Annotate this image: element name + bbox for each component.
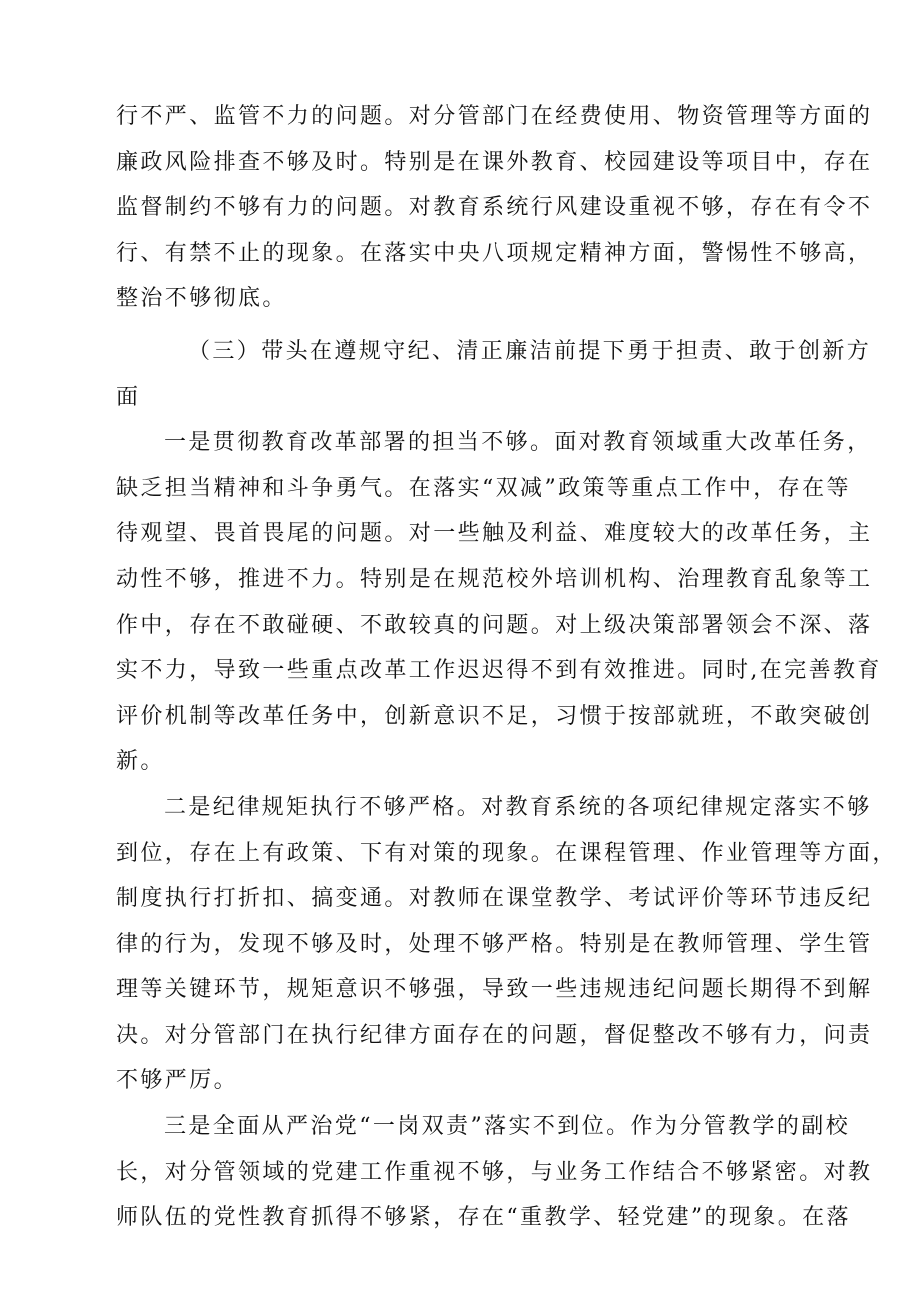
text-line: 动性不够，推进不力。特别是在规范校外培训机构、治理教育乱象等工 — [116, 566, 873, 592]
text-line: 待观望、畏首畏尾的问题。对一些触及利益、难度较大的改革任务，主 — [116, 521, 873, 547]
text-line: 监督制约不够有力的问题。对教育系统行风建设重视不够，存在有令不 — [116, 195, 873, 221]
text-line: 整治不够彻底。 — [116, 286, 287, 312]
paragraph-one — [116, 420, 882, 785]
text-line: 缺乏担当精神和斗争勇气。在落实“双减”政策等重点工作中，存在等 — [116, 475, 851, 501]
paragraph-two — [116, 785, 897, 1104]
paragraph-three — [116, 1104, 873, 1241]
text-line: 决。对分管部门在执行纪律方面存在的问题，督促整改不够有力，问责 — [116, 1022, 873, 1048]
text-line: 律的行为，发现不够及时，处理不够严格。特别是在教师管理、学生管 — [116, 931, 873, 957]
text-line: 不够严厉。 — [116, 1068, 239, 1094]
text-line: 二是纪律规矩执行不够严格。对教育系统的各项纪律规定落实不够 — [164, 794, 872, 820]
section-heading — [116, 329, 872, 420]
text-line: 制度执行打折扣、搞变通。对教师在课堂教学、考试评价等环节违反纪 — [116, 886, 873, 912]
text-line: 新。 — [116, 749, 165, 775]
document-body — [116, 94, 897, 1241]
text-line: 廉政风险排查不够及时。特别是在课外教育、校园建设等项目中，存在 — [116, 149, 873, 175]
text-line: 实不力，导致一些重点改革工作迟迟得不到有效推进。同时,在完善教育 — [116, 658, 882, 684]
text-line: 理等关键环节，规矩意识不够强，导致一些违规违纪问题长期得不到解 — [116, 977, 873, 1003]
text-line: 到位，存在上有政策、下有对策的现象。在课程管理、作业管理等方面， — [116, 840, 897, 866]
text-line: 三是全面从严治党“一岗双责”落实不到位。作为分管教学的副校 — [164, 1114, 851, 1140]
paragraph-intro-continuation — [116, 94, 873, 322]
text-line: 作中，存在不敢碰硬、不敢较真的问题。对上级决策部署领会不深、落 — [116, 612, 873, 638]
text-line: 师队伍的党性教育抓得不够紧，存在“重教学、轻党建”的现象。在落 — [116, 1205, 851, 1231]
heading-line: 面 — [116, 384, 141, 410]
heading-line: （三）带头在遵规守纪、清正廉洁前提下勇于担责、敢于创新方 — [188, 338, 872, 364]
text-line: 行不严、监管不力的问题。对分管部门在经费使用、物资管理等方面的 — [116, 104, 873, 129]
text-line: 长，对分管领域的党建工作重视不够，与业务工作结合不够紧密。对教 — [116, 1159, 873, 1185]
text-line: 一是贯彻教育改革部署的担当不够。面对教育领域重大改革任务， — [164, 430, 872, 456]
text-line: 评价机制等改革任务中，创新意识不足，习惯于按部就班，不敢突破创 — [116, 703, 873, 729]
text-line: 行、有禁不止的现象。在落实中央八项规定精神方面，警惕性不够高， — [116, 240, 873, 266]
